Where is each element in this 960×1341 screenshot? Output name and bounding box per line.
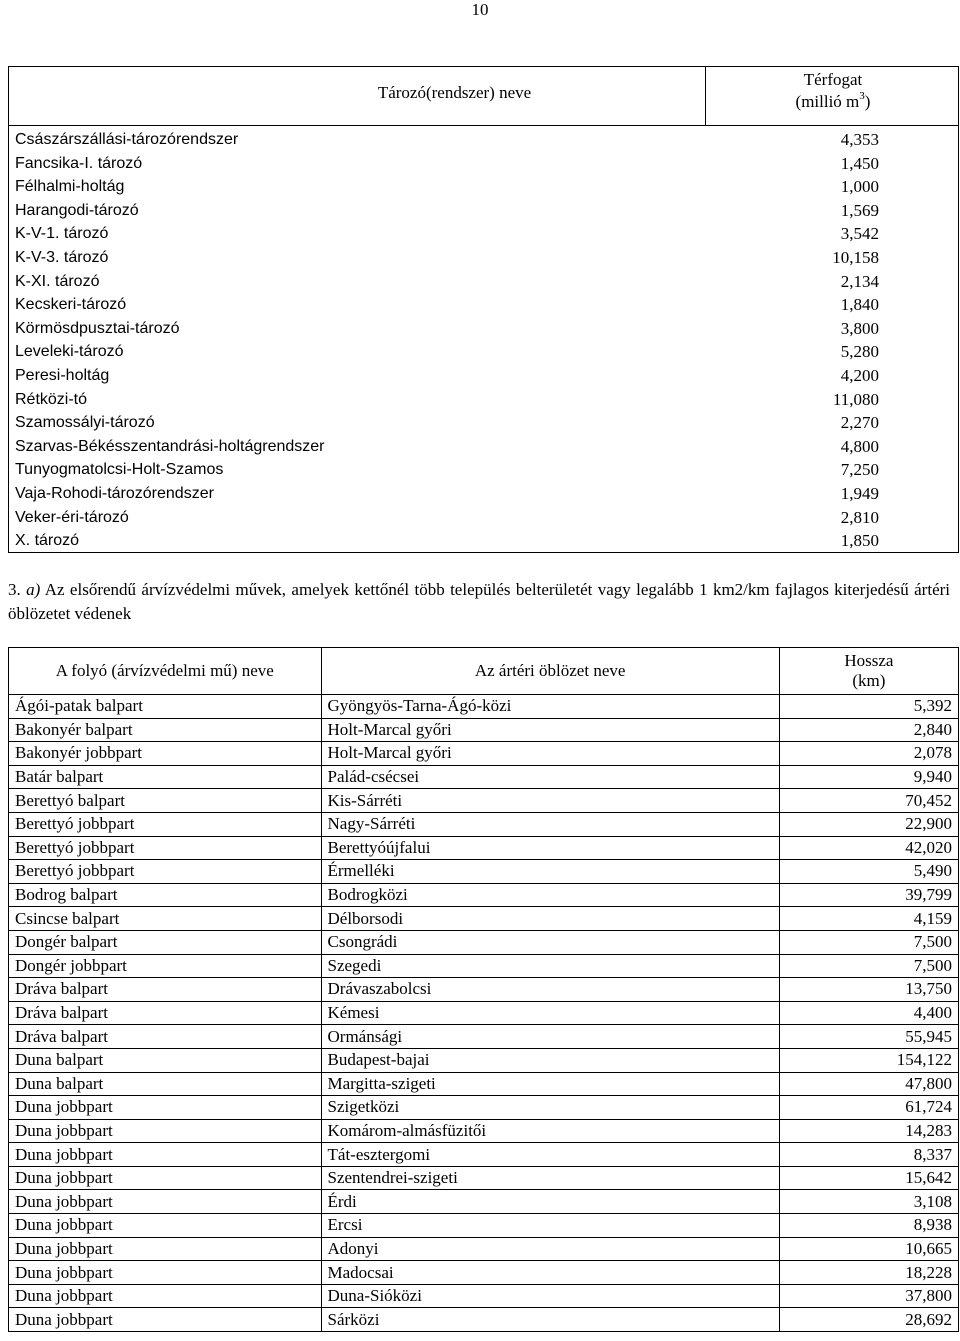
river-name: Duna jobbpart [9,1214,322,1238]
length-value: 13,750 [779,978,958,1002]
length-value: 7,500 [779,930,958,954]
table-row [9,340,958,364]
length-value: 42,020 [779,836,958,860]
length-value: 15,642 [779,1166,958,1190]
table-row [9,1261,959,1285]
reservoir-name: Szamossályi-tározó [15,414,155,432]
basin-name: Adonyi [321,1237,779,1261]
volume-header-line2: (millió $m^3$) [795,90,871,111]
reservoir-name: Veker-éri-tározó [15,508,129,526]
section-text: Az elsőrendű árvízvédelmi művek, amelyek kettőnél több település belterületét vagy legalább 1 km2/km fajlagos kiterjedésű ártéri öblözetet védenek [8,580,950,623]
river-name: Duna jobbpart [9,1119,322,1143]
table-row [9,883,959,907]
reservoir-name: Leveleki-tározó [15,343,124,361]
page-number: 10 [471,0,489,19]
reservoir-volume: 4,200 [840,365,879,385]
river-name: Batár balpart [9,765,322,789]
reservoir-volume: 2,810 [840,507,879,527]
flood-rows [9,695,959,1332]
basin-name: Kis-Sárréti [321,789,779,813]
basin-name: Margitta-szigeti [321,1072,779,1096]
reservoir-volume: 4,353 [840,130,879,149]
table-row [9,742,959,766]
table-row [9,246,958,270]
basin-name: Holt-Marcal győri [321,742,779,766]
table-row [9,293,958,317]
river-name: Bakonyér balpart [9,718,322,742]
length-value: 10,665 [779,1237,958,1261]
basin-name: Budapest-bajai [321,1048,779,1072]
river-name: Berettyó jobbpart [9,836,322,860]
reservoir-volume: 5,280 [840,342,879,362]
flood-defense-table [8,647,959,1332]
river-name: Duna jobbpart [9,1284,322,1308]
reservoir-volume: 1,850 [840,531,879,551]
river-name: Duna jobbpart [9,1166,322,1190]
table-row [9,1048,959,1072]
reservoir-name-header: Tározó(rendszer) neve [377,83,532,102]
reservoir-name: Körmösdpusztai-tározó [15,319,180,337]
length-value: 61,724 [779,1096,958,1120]
basin-name: Gyöngyös-Tarna-Ágó-közi [321,695,779,719]
reservoir-volume: 2,134 [840,271,879,291]
basin-name: Csongrádi [321,930,779,954]
reservoir-name: K-V-1. tározó [15,225,109,243]
reservoir-rows [9,128,958,553]
reservoir-name: K-V-3. tározó [15,248,109,266]
river-name: Dráva balpart [9,1001,322,1025]
river-header: A folyó (árvízvédelmi mű) neve [9,648,322,695]
river-name: Dongér jobbpart [9,954,322,978]
reservoir-volume: 3,542 [840,224,879,244]
length-value: 3,108 [779,1190,958,1214]
length-value: 22,900 [779,812,958,836]
reservoir-volume: 10,158 [832,247,879,267]
reservoir-name: Rétközi-tó [15,390,88,408]
river-name: Duna jobbpart [9,1143,322,1167]
river-name: Duna jobbpart [9,1096,322,1120]
river-name: Duna jobbpart [9,1190,322,1214]
length-value: 47,800 [779,1072,958,1096]
length-value: 70,452 [779,789,958,813]
reservoir-volume: 1,569 [840,200,879,220]
river-name: Duna balpart [9,1048,322,1072]
length-value: 2,840 [779,718,958,742]
table-row [9,836,959,860]
table-row [9,152,958,176]
reservoir-name: Kecskeri-tározó [15,296,127,314]
table-row [9,222,958,246]
basin-name: Szegedi [321,954,779,978]
basin-name: Madocsai [321,1261,779,1285]
river-name: Dráva balpart [9,1025,322,1049]
table-row [9,907,959,931]
table-row [9,482,958,506]
table-row [9,954,959,978]
table-row [9,364,958,388]
table-row [9,1308,959,1332]
table-row [9,1072,959,1096]
basin-name: Drávaszabolcsi [321,978,779,1002]
table-row [9,1284,959,1308]
river-name: Duna jobbpart [9,1308,322,1332]
table-row [9,1166,959,1190]
table-row [9,1096,959,1120]
table-row [9,1119,959,1143]
reservoir-table [8,66,959,553]
table-row [9,1025,959,1049]
basin-name: Nagy-Sárréti [321,812,779,836]
river-name: Duna jobbpart [9,1237,322,1261]
basin-name: Ercsi [321,1214,779,1238]
table-row [9,458,958,482]
volume-header-line1: Térfogat [803,70,863,89]
river-name: Berettyó balpart [9,789,322,813]
length-value: 2,078 [779,742,958,766]
river-name: Ágói-patak balpart [9,695,322,719]
table-row [9,930,959,954]
length-value: 154,122 [779,1048,958,1072]
section-letter: a) [26,580,41,599]
reservoir-volume: 2,270 [840,413,879,433]
table-row [9,411,958,435]
table-row [9,128,958,152]
reservoir-volume: 1,000 [840,177,879,197]
table-row [9,506,958,530]
basin-name: Szentendrei-szigeti [321,1166,779,1190]
table-row [9,765,959,789]
basin-name: Érmelléki [321,860,779,884]
table-row [9,695,959,719]
table-row [9,789,959,813]
table-row [9,1214,959,1238]
reservoir-name: Peresi-holtág [15,366,110,384]
basin-name: Sárközi [321,1308,779,1332]
table-row [9,978,959,1002]
table-row [9,860,959,884]
table-row [9,529,958,553]
reservoir-name: Szarvas-Békésszentandrási-holtágrendszer [15,437,325,455]
reservoir-volume: 3,800 [840,318,879,338]
table-row [9,270,958,294]
basin-name: Berettyóújfalui [321,836,779,860]
length-value: 8,337 [779,1143,958,1167]
table-row [9,1237,959,1261]
table-row [9,435,958,459]
section-number: 3. [8,580,21,599]
reservoir-name: Császárszállási-tározórendszer [15,131,239,148]
reservoir-volume: 11,080 [832,389,879,409]
basin-name: Komárom-almásfüzitői [321,1119,779,1143]
table-row [9,388,958,412]
basin-name: Ormánsági [321,1025,779,1049]
basin-name: Palád-csécsei [321,765,779,789]
basin-name: Tát-esztergomi [321,1143,779,1167]
basin-name: Érdi [321,1190,779,1214]
length-value: 8,938 [779,1214,958,1238]
length-value: 14,283 [779,1119,958,1143]
river-name: Dráva balpart [9,978,322,1002]
length-value: 5,490 [779,860,958,884]
reservoir-volume: 1,450 [840,153,879,173]
length-value: 7,500 [779,954,958,978]
table-row [9,718,959,742]
river-name: Dongér balpart [9,930,322,954]
basin-name: Bodrogközi [321,883,779,907]
length-value: 4,159 [779,907,958,931]
basin-name: Kémesi [321,1001,779,1025]
reservoir-volume: 1,949 [840,483,879,503]
reservoir-name: Harangodi-tározó [15,201,139,219]
reservoir-volume: 7,250 [840,460,879,480]
length-value: 18,228 [779,1261,958,1285]
river-name: Bakonyér jobbpart [9,742,322,766]
table-row [9,1001,959,1025]
basin-header: Az ártéri öblözet neve [321,648,779,695]
length-value: 55,945 [779,1025,958,1049]
river-name: Csincse balpart [9,907,322,931]
river-name: Bodrog balpart [9,883,322,907]
reservoir-volume: 4,800 [840,436,879,456]
reservoir-name: Vaja-Rohodi-tározórendszer [15,484,214,502]
length-value: 39,799 [779,883,958,907]
length-header: Hossza (km) [779,648,958,695]
reservoir-name: Tunyogmatolcsi-Holt-Szamos [15,461,224,479]
volume-header [706,69,960,113]
length-value: 37,800 [779,1284,958,1308]
river-name: Berettyó jobbpart [9,812,322,836]
length-value: 28,692 [779,1308,958,1332]
reservoir-name: Félhalmi-holtág [15,178,125,196]
reservoir-name: X. tározó [15,532,80,550]
reservoir-volume: 1,840 [840,295,879,315]
table-row [9,175,958,199]
table-row [9,199,958,223]
reservoir-name: Fancsika-I. tározó [15,154,143,172]
table-row [9,1143,959,1167]
header-divider [9,125,958,126]
river-name: Berettyó jobbpart [9,860,322,884]
length-value: 4,400 [779,1001,958,1025]
reservoir-name: K-XI. tározó [15,272,100,290]
length-value: 9,940 [779,765,958,789]
basin-name: Duna-Sióközi [321,1284,779,1308]
section-paragraph [8,578,950,626]
table-row [9,317,958,341]
basin-name: Holt-Marcal győri [321,718,779,742]
basin-name: Szigetközi [321,1096,779,1120]
table-row [9,812,959,836]
length-value: 5,392 [779,695,958,719]
river-name: Duna balpart [9,1072,322,1096]
river-name: Duna jobbpart [9,1261,322,1285]
table-row [9,1190,959,1214]
basin-name: Délborsodi [321,907,779,931]
